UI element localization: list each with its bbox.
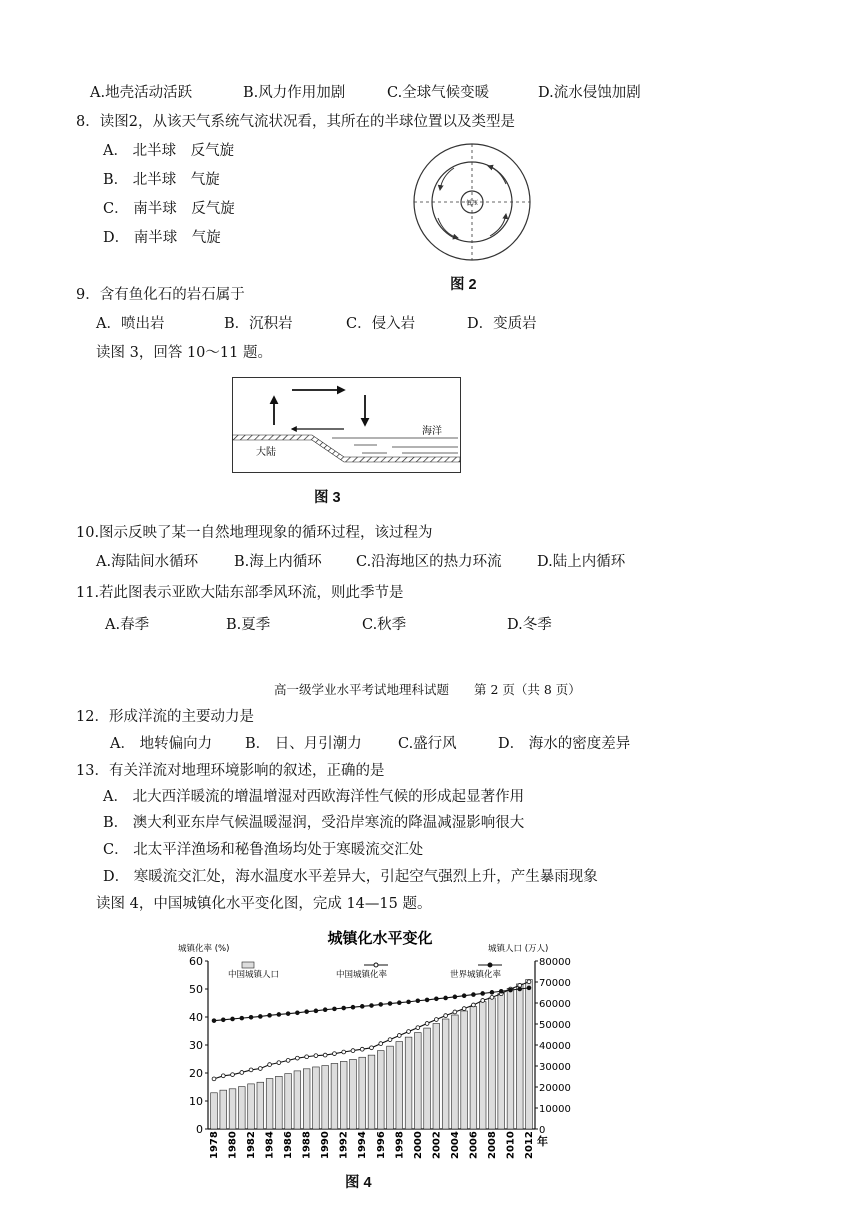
chart-bar <box>285 1074 292 1129</box>
chart-point <box>221 1074 225 1078</box>
chart-point <box>333 1052 337 1056</box>
q7-option-b: B.风力作用加剧 <box>243 85 346 101</box>
chart-right-tick-label: 0 <box>539 1125 546 1136</box>
chart-title: 城镇化水平变化 <box>327 929 433 947</box>
chart-bar <box>266 1079 273 1129</box>
chart-bar <box>516 984 523 1129</box>
chart-bar <box>424 1028 431 1129</box>
q13-option-c: C． 北太平洋渔场和秘鲁渔场均处于寒暖流交汇处 <box>103 842 424 858</box>
chart-right-tick-label: 20000 <box>539 1083 571 1094</box>
chart-point <box>351 1049 355 1053</box>
chart-bar <box>396 1042 403 1129</box>
chart-x-tick-label: 2006 <box>468 1131 480 1159</box>
chart-ylabel-right: 城镇人口 (万人) <box>488 944 549 954</box>
chart-bar <box>257 1082 264 1129</box>
chart-x-tick-label: 1982 <box>246 1131 258 1159</box>
chart-point <box>444 996 448 1000</box>
chart-bar <box>229 1089 236 1129</box>
q11-stem: 11.若此图表示亚欧大陆东部季风环流，则此季节是 <box>76 585 404 601</box>
chart-point <box>305 1055 309 1059</box>
chart-x-tick-label: 2008 <box>486 1131 498 1159</box>
q12-option-b: B． 日、月引潮力 <box>245 736 362 752</box>
chart-point <box>472 1003 476 1007</box>
q8-option-b: B． 北半球 气旋 <box>103 172 220 188</box>
chart-point <box>360 1047 364 1051</box>
chart-bar <box>489 998 496 1129</box>
figure-4-urbanization-chart <box>170 927 590 1159</box>
chart-point <box>416 999 420 1003</box>
chart-x-tick-label: 1986 <box>283 1131 295 1159</box>
chart-point <box>499 989 503 993</box>
chart-point <box>453 1010 457 1014</box>
chart-point <box>370 1046 374 1050</box>
chart-point <box>370 1004 374 1008</box>
chart-bar <box>350 1059 357 1129</box>
chart-bar <box>303 1069 310 1129</box>
chart-bar <box>433 1024 440 1129</box>
q9-option-a: A．喷出岩 <box>96 316 165 332</box>
chart-point <box>333 1007 337 1011</box>
chart-point <box>286 1012 290 1016</box>
chart-point <box>212 1019 216 1023</box>
chart-x-tick-label: 2010 <box>505 1131 517 1159</box>
chart-x-tick-label: 1994 <box>357 1131 369 1159</box>
chart-left-tick-label: 50 <box>189 983 203 996</box>
chart-x-tick-label: 2012 <box>524 1131 535 1159</box>
chart-bar <box>442 1019 449 1129</box>
chart-point <box>518 987 522 991</box>
chart-bar <box>331 1063 338 1129</box>
q8-option-a: A． 北半球 反气旋 <box>103 143 235 159</box>
chart-bar <box>294 1071 301 1129</box>
chart-point <box>323 1053 327 1057</box>
chart-point <box>221 1018 225 1022</box>
chart-legend-label: 中国城镇人口 <box>228 970 280 980</box>
figure-3-circulation-diagram <box>232 377 462 474</box>
chart-xlabel: 年 <box>537 1135 548 1148</box>
q10-option-a: A.海陆间水循环 <box>96 554 199 570</box>
chart-bar <box>452 1015 459 1129</box>
chart-point <box>342 1006 346 1010</box>
chart-bar <box>479 1002 486 1129</box>
q8-stem: 8．读图2，从该天气系统气流状况看，其所在的半球位置以及类型是 <box>76 114 515 130</box>
q7-option-a: A.地壳活动活跃 <box>90 85 193 101</box>
chart-x-tick-label: 2000 <box>412 1131 424 1159</box>
chart-right-tick-label: 50000 <box>539 1020 571 1031</box>
chart-point <box>379 1003 383 1007</box>
chart-point <box>231 1017 235 1021</box>
q10-stem: 10.图示反映了某一自然地理现象的循环过程，该过程为 <box>76 525 433 541</box>
chart-point <box>258 1067 262 1071</box>
chart-point <box>527 986 531 990</box>
q10-option-d: D.陆上内循环 <box>537 554 626 570</box>
intro-14-15: 读图 4，中国城镇化水平变化图，完成 14—15 题。 <box>96 896 432 912</box>
chart-bar <box>368 1055 375 1129</box>
chart-point <box>295 1056 299 1060</box>
q12-option-d: D． 海水的密度差异 <box>498 736 631 752</box>
chart-point <box>295 1011 299 1015</box>
chart-point <box>407 1000 411 1004</box>
chart-x-tick-label: 1990 <box>320 1131 332 1159</box>
q9-option-c: C．侵入岩 <box>346 316 416 332</box>
q13-option-d: D． 寒暖流交汇处，海水温度水平差异大，引起空气强烈上升，产生暴雨现象 <box>103 869 598 885</box>
chart-bar <box>461 1011 468 1129</box>
page-footer: 高一级学业水平考试地理科试题 第 2 页（共 8 页） <box>274 682 581 697</box>
chart-legend-marker <box>488 963 492 967</box>
chart-point <box>314 1009 318 1013</box>
chart-right-tick-label: 80000 <box>539 957 571 968</box>
chart-bar <box>507 988 514 1129</box>
chart-bar <box>405 1037 412 1129</box>
chart-point <box>240 1071 244 1075</box>
chart-point <box>416 1026 420 1030</box>
chart-x-tick-label: 1996 <box>375 1131 387 1159</box>
chart-point <box>323 1008 327 1012</box>
chart-point <box>434 1018 438 1022</box>
chart-point <box>462 994 466 998</box>
chart-point <box>277 1013 281 1017</box>
chart-left-tick-label: 30 <box>189 1039 203 1052</box>
chart-point <box>314 1054 318 1058</box>
chart-point <box>286 1059 290 1063</box>
chart-point <box>462 1007 466 1011</box>
chart-x-tick-label: 2004 <box>449 1131 461 1159</box>
chart-bar <box>470 1007 477 1129</box>
chart-left-tick-label: 10 <box>189 1095 203 1108</box>
chart-point <box>268 1013 272 1017</box>
chart-right-tick-label: 70000 <box>539 978 571 989</box>
chart-point <box>444 1014 448 1018</box>
chart-bar <box>211 1093 218 1129</box>
chart-point <box>379 1042 383 1046</box>
figure-3-ocean-label: 海洋 <box>422 426 442 437</box>
chart-point <box>249 1015 253 1019</box>
chart-bar <box>322 1066 329 1129</box>
figure-2-caption: 图 2 <box>450 277 477 293</box>
chart-right-tick-label: 60000 <box>539 999 571 1010</box>
figure-3-caption: 图 3 <box>314 490 341 506</box>
q13-option-a: A． 北大西洋暖流的增温增湿对西欧海洋性气候的形成起显著作用 <box>103 789 525 805</box>
chart-x-tick-label: 1978 <box>209 1131 220 1159</box>
chart-point <box>277 1061 281 1065</box>
chart-x-tick-label: 1998 <box>394 1131 406 1159</box>
figure-2-center-label: 低压 <box>465 200 479 207</box>
chart-x-tick-label: 1984 <box>264 1131 276 1159</box>
chart-point <box>527 980 531 984</box>
chart-right-tick-label: 40000 <box>539 1041 571 1052</box>
chart-point <box>425 1022 429 1026</box>
chart-point <box>249 1068 253 1072</box>
chart-ylabel-left: 城镇化率 (%) <box>178 944 230 954</box>
q11-option-a: A.春季 <box>105 617 150 633</box>
chart-point <box>258 1015 262 1019</box>
chart-point <box>388 1002 392 1006</box>
chart-left-tick-label: 40 <box>189 1011 203 1024</box>
chart-point <box>268 1063 272 1067</box>
chart-bar <box>238 1087 245 1129</box>
q11-option-d: D.冬季 <box>507 617 552 633</box>
chart-point <box>481 992 485 996</box>
chart-point <box>453 995 457 999</box>
chart-left-tick-label: 60 <box>189 955 203 968</box>
chart-x-tick-label: 2002 <box>431 1131 443 1159</box>
q9-option-b: B．沉积岩 <box>224 316 293 332</box>
q7-option-c: C.全球气候变暖 <box>387 85 490 101</box>
chart-point <box>490 990 494 994</box>
chart-bar <box>276 1076 283 1129</box>
chart-bar <box>414 1033 421 1129</box>
q11-option-c: C.秋季 <box>362 617 407 633</box>
chart-point <box>360 1004 364 1008</box>
chart-point <box>397 1034 401 1038</box>
q12-stem: 12．形成洋流的主要动力是 <box>76 709 254 725</box>
chart-point <box>472 993 476 997</box>
chart-bar <box>248 1084 255 1129</box>
chart-point <box>481 999 485 1003</box>
chart-point <box>434 997 438 1001</box>
chart-legend-marker <box>374 963 378 967</box>
chart-left-tick-label: 0 <box>196 1123 203 1136</box>
figure-3-land-label: 大陆 <box>256 447 276 458</box>
chart-point <box>351 1005 355 1009</box>
q10-option-c: C.沿海地区的热力环流 <box>356 554 502 570</box>
chart-right-tick-label: 10000 <box>539 1104 571 1115</box>
chart-bar <box>387 1046 394 1129</box>
chart-point <box>212 1077 216 1081</box>
chart-bar <box>220 1090 227 1129</box>
q9-stem: 9．含有鱼化石的岩石属于 <box>76 287 245 303</box>
chart-x-tick-label: 1992 <box>338 1131 350 1159</box>
chart-bar <box>359 1057 366 1129</box>
chart-point <box>518 983 522 987</box>
chart-point <box>342 1050 346 1054</box>
chart-point <box>305 1010 309 1014</box>
q9-option-d: D．变质岩 <box>467 316 537 332</box>
chart-right-tick-label: 30000 <box>539 1062 571 1073</box>
chart-point <box>240 1016 244 1020</box>
intro-10-11: 读图 3，回答 10～11 题。 <box>96 345 272 361</box>
q8-option-c: C． 南半球 反气旋 <box>103 201 235 217</box>
chart-bar <box>313 1067 320 1129</box>
chart-bar <box>340 1061 347 1129</box>
q8-option-d: D． 南半球 气旋 <box>103 230 221 246</box>
chart-left-tick-label: 20 <box>189 1067 203 1080</box>
q13-option-b: B． 澳大利亚东岸气候温暖湿润，受沿岸寒流的降温减湿影响很大 <box>103 815 525 831</box>
chart-legend-label: 中国城镇化率 <box>336 970 388 980</box>
q7-option-d: D.流水侵蚀加剧 <box>538 85 641 101</box>
chart-point <box>397 1001 401 1005</box>
q12-option-a: A． 地转偏向力 <box>110 736 213 752</box>
figure-4-caption: 图 4 <box>345 1175 372 1191</box>
q12-option-c: C.盛行风 <box>398 736 457 752</box>
chart-point <box>425 998 429 1002</box>
chart-x-tick-label: 1988 <box>301 1131 313 1159</box>
chart-x-tick-label: 1980 <box>227 1131 239 1159</box>
q11-option-b: B.夏季 <box>226 617 271 633</box>
chart-legend-swatch <box>242 962 254 968</box>
chart-point <box>231 1073 235 1077</box>
chart-point <box>509 988 513 992</box>
chart-bar <box>377 1051 384 1129</box>
chart-bar <box>498 994 505 1129</box>
q13-stem: 13．有关洋流对地理环境影响的叙述，正确的是 <box>76 763 385 779</box>
chart-legend-label: 世界城镇化率 <box>450 970 502 980</box>
q10-option-b: B.海上内循环 <box>234 554 322 570</box>
chart-point <box>388 1038 392 1042</box>
figure-2-cyclone-diagram <box>410 140 535 265</box>
chart-point <box>407 1030 411 1034</box>
chart-point <box>490 996 494 1000</box>
chart-bar <box>526 980 533 1129</box>
